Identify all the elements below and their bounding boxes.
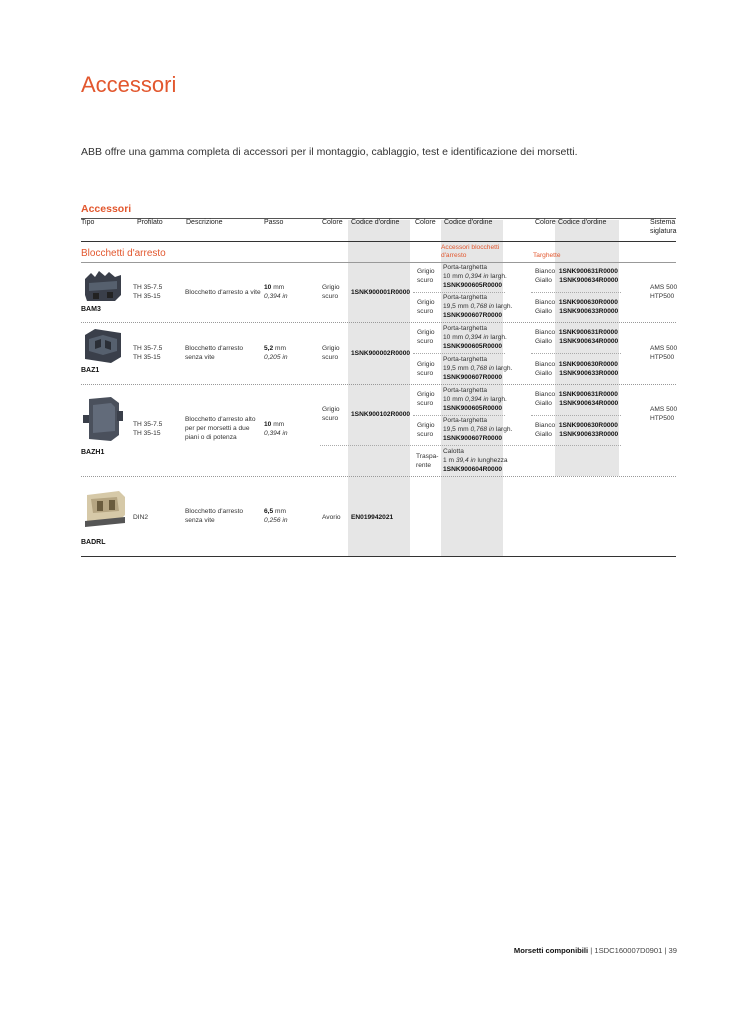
passo-badrl bbox=[264, 507, 288, 525]
acc-suffix-bam3-1: largh. bbox=[490, 273, 507, 281]
descrizione-badrl-line-2: senza vite bbox=[185, 517, 215, 525]
header-codice-1: Codice d'ordine bbox=[351, 219, 400, 226]
profilato-bazh1-line-2: TH 35-15 bbox=[133, 430, 161, 438]
colore-bazh1 bbox=[322, 405, 340, 423]
header-sistema-line-2: siglatura bbox=[650, 228, 677, 235]
colore-bam3 bbox=[322, 283, 340, 301]
acc-suffix-baz1-1: largh. bbox=[490, 334, 507, 342]
colore-bam3-line-1: Grigio bbox=[322, 284, 340, 291]
colore-baz1 bbox=[322, 344, 340, 362]
passo-bazh1-in-value: 0,394 bbox=[264, 430, 281, 438]
sistema-baz1 bbox=[650, 344, 677, 362]
profilato-bam3 bbox=[133, 283, 162, 301]
acc-colore-bazh1-2 bbox=[417, 421, 435, 439]
header-colore-3: Colore bbox=[535, 219, 556, 226]
acc-unit-mm-baz1-1: mm bbox=[452, 334, 464, 342]
sistema-bam3-line-1: AMS 500 bbox=[650, 284, 678, 291]
colore-baz1-line-2: scuro bbox=[322, 354, 339, 362]
tipo-bazh1: BAZH1 bbox=[81, 449, 105, 456]
passo-baz1-mm-unit: mm bbox=[275, 345, 287, 352]
acc-suffix-bazh1-2: largh. bbox=[495, 426, 513, 434]
acc-colore-bazh1-2-line-1: Grigio bbox=[417, 422, 435, 429]
codice-baz1: 1SNK900002R0000 bbox=[351, 350, 411, 357]
header-codice-2: Codice d'ordine bbox=[444, 219, 493, 226]
acc-unit-in-bazh1-3: in bbox=[470, 457, 476, 465]
passo-baz1-mm-value: 5,2 bbox=[264, 345, 274, 352]
acc-dim-mm-bazh1-3: 1 m bbox=[443, 457, 454, 465]
row-separator bbox=[81, 476, 676, 477]
acc-desc-bazh1-2: Porta-targhetta bbox=[443, 417, 487, 424]
targ-colore-baz1-2a: Bianco bbox=[535, 361, 556, 368]
acc-separator bbox=[320, 445, 621, 446]
profilato-baz1-line-2: TH 35-15 bbox=[133, 354, 161, 362]
acc-colore-bazh1-3-line-2: rente bbox=[416, 462, 432, 470]
targ-codice-baz1-2b: 1SNK900633R0000 bbox=[559, 370, 619, 378]
product-image-badrl bbox=[81, 485, 129, 529]
passo-bam3-mm-unit: mm bbox=[273, 284, 285, 291]
targ-colore-bam3-2b: Giallo bbox=[535, 308, 552, 316]
sub-accessori bbox=[441, 244, 499, 260]
acc-codice-baz1-2: 1SNK900607R0000 bbox=[443, 374, 503, 382]
targ-codice-bam3-1a: 1SNK900631R0000 bbox=[558, 268, 618, 275]
acc-unit-mm-bazh1-1: mm bbox=[452, 396, 464, 404]
header-tipo: Tipo bbox=[81, 219, 95, 226]
targ-bam3-2 bbox=[535, 298, 618, 316]
page-number: 39 bbox=[668, 946, 677, 955]
acc-item-baz1-1 bbox=[443, 324, 507, 352]
targ-bazh1-2 bbox=[535, 421, 618, 439]
colore-bam3-line-2: scuro bbox=[322, 293, 339, 301]
product-image-baz1 bbox=[81, 325, 125, 365]
acc-colore-bam3-2-line-1: Grigio bbox=[417, 299, 435, 306]
acc-colore-baz1-2-line-1: Grigio bbox=[417, 361, 435, 368]
passo-bazh1-mm-unit: mm bbox=[273, 421, 285, 428]
profilato-bam3-line-2: TH 35-15 bbox=[133, 293, 161, 301]
targ-colore-bazh1-1b: Giallo bbox=[535, 400, 552, 408]
acc-dim-in-bazh1-3: 39,4 bbox=[455, 457, 469, 465]
product-image-bam3 bbox=[81, 267, 125, 303]
sub-targhette: Targhette bbox=[533, 252, 561, 259]
targ-baz1-1 bbox=[535, 328, 618, 346]
acc-dim-mm-bam3-1: 10 bbox=[443, 273, 451, 281]
descrizione-bam3: Blocchetto d'arresto a vite bbox=[185, 289, 261, 296]
targ-codice-bazh1-2b: 1SNK900633R0000 bbox=[559, 431, 619, 439]
header-descrizione: Descrizione bbox=[186, 219, 223, 226]
targ-codice-baz1-1a: 1SNK900631R0000 bbox=[558, 329, 618, 336]
acc-dim-mm-bam3-2: 19,5 bbox=[443, 303, 456, 311]
colore-badrl: Avorio bbox=[322, 514, 341, 521]
acc-colore-bam3-1-line-1: Grigio bbox=[417, 268, 435, 275]
passo-badrl-in-value: 0,256 bbox=[264, 517, 281, 525]
acc-codice-bazh1-2: 1SNK900607R0000 bbox=[443, 435, 503, 443]
acc-unit-mm-baz1-2: mm bbox=[457, 365, 469, 373]
passo-baz1-in-unit: in bbox=[282, 354, 288, 362]
profilato-baz1-line-1: TH 35-7.5 bbox=[133, 345, 163, 352]
acc-item-bam3-1 bbox=[443, 263, 507, 291]
codice-bazh1: 1SNK900102R0000 bbox=[351, 411, 411, 418]
acc-unit-in-baz1-1: in bbox=[483, 334, 489, 342]
page-title: Accessori bbox=[81, 72, 177, 97]
colore-bazh1-line-2: scuro bbox=[322, 415, 339, 423]
profilato-bazh1-line-1: TH 35-7.5 bbox=[133, 421, 163, 428]
acc-dim-in-baz1-2: 0,768 bbox=[470, 365, 488, 373]
codice-bam3: 1SNK900001R0000 bbox=[351, 289, 411, 296]
passo-bam3-in-value: 0,394 bbox=[264, 293, 281, 301]
acc-dim-in-baz1-1: 0,394 bbox=[465, 334, 482, 342]
acc-unit-in-bazh1-2: in bbox=[488, 426, 495, 434]
acc-colore-baz1-1-line-2: scuro bbox=[417, 338, 434, 346]
targ-codice-bazh1-1a: 1SNK900631R0000 bbox=[558, 391, 618, 398]
targ-codice-baz1-2a: 1SNK900630R0000 bbox=[558, 361, 618, 368]
targ-codice-bam3-1b: 1SNK900634R0000 bbox=[559, 277, 619, 285]
acc-colore-baz1-2 bbox=[417, 360, 435, 378]
acc-dim-mm-baz1-2: 19,5 bbox=[443, 365, 456, 373]
acc-desc-baz1-2: Porta-targhetta bbox=[443, 356, 487, 363]
targ-codice-bazh1-2a: 1SNK900630R0000 bbox=[558, 422, 618, 429]
acc-dim-mm-bazh1-1: 10 bbox=[443, 396, 451, 404]
acc-item-bazh1-2 bbox=[443, 416, 512, 444]
table-bottom-rule bbox=[81, 556, 676, 557]
acc-colore-bazh1-2-line-2: scuro bbox=[417, 431, 434, 439]
tipo-baz1: BAZ1 bbox=[81, 367, 100, 374]
sistema-baz1-line-2: HTP500 bbox=[650, 354, 675, 362]
group-bottom-rule bbox=[81, 262, 676, 263]
acc-suffix-bam3-2: largh. bbox=[495, 303, 513, 311]
row-separator bbox=[81, 322, 676, 323]
section-title: Accessori bbox=[81, 203, 132, 215]
acc-desc-bazh1-3: Calotta bbox=[443, 448, 464, 455]
descrizione-badrl bbox=[185, 507, 243, 525]
row-separator bbox=[81, 384, 676, 385]
descrizione-bazh1-line-3: piani o di potenza bbox=[185, 434, 237, 442]
header-colore-1: Colore bbox=[322, 219, 343, 226]
footer-code: 1SDC160007D0901 bbox=[594, 946, 663, 955]
acc-item-bazh1-1 bbox=[443, 386, 507, 414]
targ-colore-baz1-1a: Bianco bbox=[535, 329, 556, 336]
acc-desc-bam3-2: Porta-targhetta bbox=[443, 294, 487, 301]
passo-bam3-in-unit: in bbox=[282, 293, 288, 301]
targ-colore-baz1-2b: Giallo bbox=[535, 370, 552, 378]
targ-colore-bam3-1b: Giallo bbox=[535, 277, 552, 285]
tipo-bam3: BAM3 bbox=[81, 306, 101, 313]
acc-unit-in-bam3-1: in bbox=[483, 273, 489, 281]
acc-unit-mm-bam3-2: mm bbox=[457, 303, 469, 311]
acc-unit-in-baz1-2: in bbox=[488, 365, 495, 373]
targ-codice-bam3-2b: 1SNK900633R0000 bbox=[559, 308, 619, 316]
acc-unit-mm-bam3-1: mm bbox=[452, 273, 464, 281]
targ-colore-bam3-2a: Bianco bbox=[535, 299, 556, 306]
acc-item-bazh1-3 bbox=[443, 447, 508, 475]
acc-dim-mm-baz1-1: 10 bbox=[443, 334, 451, 342]
descrizione-baz1-line-2: senza vite bbox=[185, 354, 215, 362]
acc-unit-in-bam3-2: in bbox=[488, 303, 495, 311]
profilato-bazh1 bbox=[133, 420, 162, 438]
intro-text: ABB offre una gamma completa di accessori per il montaggio, cablaggio, test e identificazione dei morsetti. bbox=[81, 146, 578, 158]
page-footer: Morsetti componibili | 1SDC160007D0901 | 39 bbox=[513, 946, 677, 955]
passo-badrl-mm-value: 6,5 bbox=[264, 508, 274, 515]
acc-colore-bazh1-3-line-1: Traspa- bbox=[416, 453, 439, 460]
passo-baz1-in-value: 0,205 bbox=[264, 354, 281, 362]
sistema-bazh1-line-2: HTP500 bbox=[650, 415, 675, 423]
targ-bam3-1 bbox=[535, 267, 618, 285]
header-profilato: Profilato bbox=[137, 219, 163, 226]
code-column-shade-1 bbox=[348, 220, 410, 556]
acc-dim-mm-bazh1-2: 19,5 bbox=[443, 426, 456, 434]
acc-suffix-bazh1-1: largh. bbox=[490, 396, 507, 404]
passo-bam3-mm-value: 10 bbox=[264, 284, 272, 291]
targ-baz1-2 bbox=[535, 360, 618, 378]
targ-colore-bam3-1a: Bianco bbox=[535, 268, 556, 275]
descrizione-bazh1-line-2: per per morsetti a due bbox=[185, 425, 250, 433]
acc-dim-in-bam3-2: 0,768 bbox=[470, 303, 488, 311]
descrizione-badrl-line-1: Blocchetto d'arresto bbox=[185, 508, 244, 515]
targ-separator bbox=[531, 292, 621, 293]
targ-colore-baz1-1b: Giallo bbox=[535, 338, 552, 346]
passo-baz1 bbox=[264, 344, 288, 362]
passo-bam3 bbox=[264, 283, 288, 301]
acc-dim-in-bazh1-1: 0,394 bbox=[465, 396, 482, 404]
targ-bazh1-1 bbox=[535, 390, 618, 408]
header-codice-3: Codice d'ordine bbox=[558, 219, 607, 226]
sub-accessori-line-1: Accessori blocchetti bbox=[441, 244, 500, 251]
acc-suffix-bazh1-3: lunghezza bbox=[477, 457, 508, 465]
acc-colore-bazh1-1 bbox=[417, 390, 435, 408]
header-bottom-rule bbox=[81, 241, 676, 242]
acc-unit-mm-bazh1-2: mm bbox=[457, 426, 469, 434]
footer-title: Morsetti componibili bbox=[513, 946, 589, 955]
acc-separator bbox=[413, 353, 505, 354]
acc-colore-bazh1-1-line-2: scuro bbox=[417, 400, 434, 408]
sistema-baz1-line-1: AMS 500 bbox=[650, 345, 678, 352]
sub-accessori-line-2: d'arresto bbox=[441, 252, 467, 259]
colore-bazh1-line-1: Grigio bbox=[322, 406, 340, 413]
targ-colore-bazh1-1a: Bianco bbox=[535, 391, 556, 398]
acc-dim-in-bazh1-2: 0,768 bbox=[470, 426, 488, 434]
tipo-badrl: BADRL bbox=[81, 539, 106, 546]
passo-bazh1-mm-value: 10 bbox=[264, 421, 272, 428]
passo-bazh1-in-unit: in bbox=[282, 430, 288, 438]
sistema-bam3 bbox=[650, 283, 677, 301]
descrizione-baz1 bbox=[185, 344, 243, 362]
sistema-bam3-line-2: HTP500 bbox=[650, 293, 675, 301]
acc-codice-baz1-1: 1SNK900605R0000 bbox=[443, 343, 503, 351]
acc-codice-bam3-2: 1SNK900607R0000 bbox=[443, 312, 503, 320]
acc-codice-bazh1-3: 1SNK900604R0000 bbox=[443, 466, 503, 474]
acc-codice-bam3-1: 1SNK900605R0000 bbox=[443, 282, 503, 290]
codice-badrl: EN019942021 bbox=[351, 514, 394, 521]
acc-colore-bazh1-3 bbox=[416, 452, 438, 470]
acc-codice-bazh1-1: 1SNK900605R0000 bbox=[443, 405, 503, 413]
targ-codice-bazh1-1b: 1SNK900634R0000 bbox=[559, 400, 619, 408]
header-sistema-line-1: Sistema bbox=[650, 219, 676, 226]
product-image-bazh1 bbox=[81, 395, 127, 443]
profilato-bam3-line-1: TH 35-7.5 bbox=[133, 284, 163, 291]
acc-colore-baz1-2-line-2: scuro bbox=[417, 370, 434, 378]
passo-badrl-in-unit: in bbox=[282, 517, 288, 525]
acc-colore-bazh1-1-line-1: Grigio bbox=[417, 391, 435, 398]
acc-item-baz1-2 bbox=[443, 355, 512, 383]
header-sistema bbox=[650, 218, 676, 240]
targ-colore-bazh1-2b: Giallo bbox=[535, 431, 552, 439]
targ-separator bbox=[531, 353, 621, 354]
profilato-badrl: DIN2 bbox=[133, 514, 149, 521]
descrizione-bazh1-line-1: Blocchetto d'arresto alto bbox=[185, 416, 256, 423]
acc-unit-in-bazh1-1: in bbox=[483, 396, 489, 404]
acc-dim-in-bam3-1: 0,394 bbox=[465, 273, 482, 281]
acc-colore-bam3-2-line-2: scuro bbox=[417, 308, 434, 316]
sistema-bazh1-line-1: AMS 500 bbox=[650, 406, 678, 413]
targ-codice-bam3-2a: 1SNK900630R0000 bbox=[558, 299, 618, 306]
targ-colore-bazh1-2a: Bianco bbox=[535, 422, 556, 429]
group-title: Blocchetti d'arresto bbox=[81, 248, 166, 259]
acc-colore-baz1-1-line-1: Grigio bbox=[417, 329, 435, 336]
header-colore-2: Colore bbox=[415, 219, 436, 226]
acc-desc-bam3-1: Porta-targhetta bbox=[443, 264, 487, 271]
colore-baz1-line-1: Grigio bbox=[322, 345, 340, 352]
acc-item-bam3-2 bbox=[443, 293, 512, 321]
acc-colore-bam3-2 bbox=[417, 298, 435, 316]
sistema-bazh1 bbox=[650, 405, 677, 423]
acc-desc-baz1-1: Porta-targhetta bbox=[443, 325, 487, 332]
acc-colore-baz1-1 bbox=[417, 328, 435, 346]
passo-badrl-mm-unit: mm bbox=[275, 508, 287, 515]
descrizione-baz1-line-1: Blocchetto d'arresto bbox=[185, 345, 244, 352]
acc-desc-bazh1-1: Porta-targhetta bbox=[443, 387, 487, 394]
acc-suffix-baz1-2: largh. bbox=[495, 365, 513, 373]
header-passo: Passo bbox=[264, 219, 284, 226]
targ-codice-baz1-1b: 1SNK900634R0000 bbox=[559, 338, 619, 346]
acc-colore-bam3-1-line-2: scuro bbox=[417, 277, 434, 285]
targ-separator bbox=[531, 415, 621, 416]
profilato-baz1 bbox=[133, 344, 162, 362]
acc-colore-bam3-1 bbox=[417, 267, 435, 285]
descrizione-bazh1 bbox=[185, 415, 256, 443]
passo-bazh1 bbox=[264, 420, 288, 438]
